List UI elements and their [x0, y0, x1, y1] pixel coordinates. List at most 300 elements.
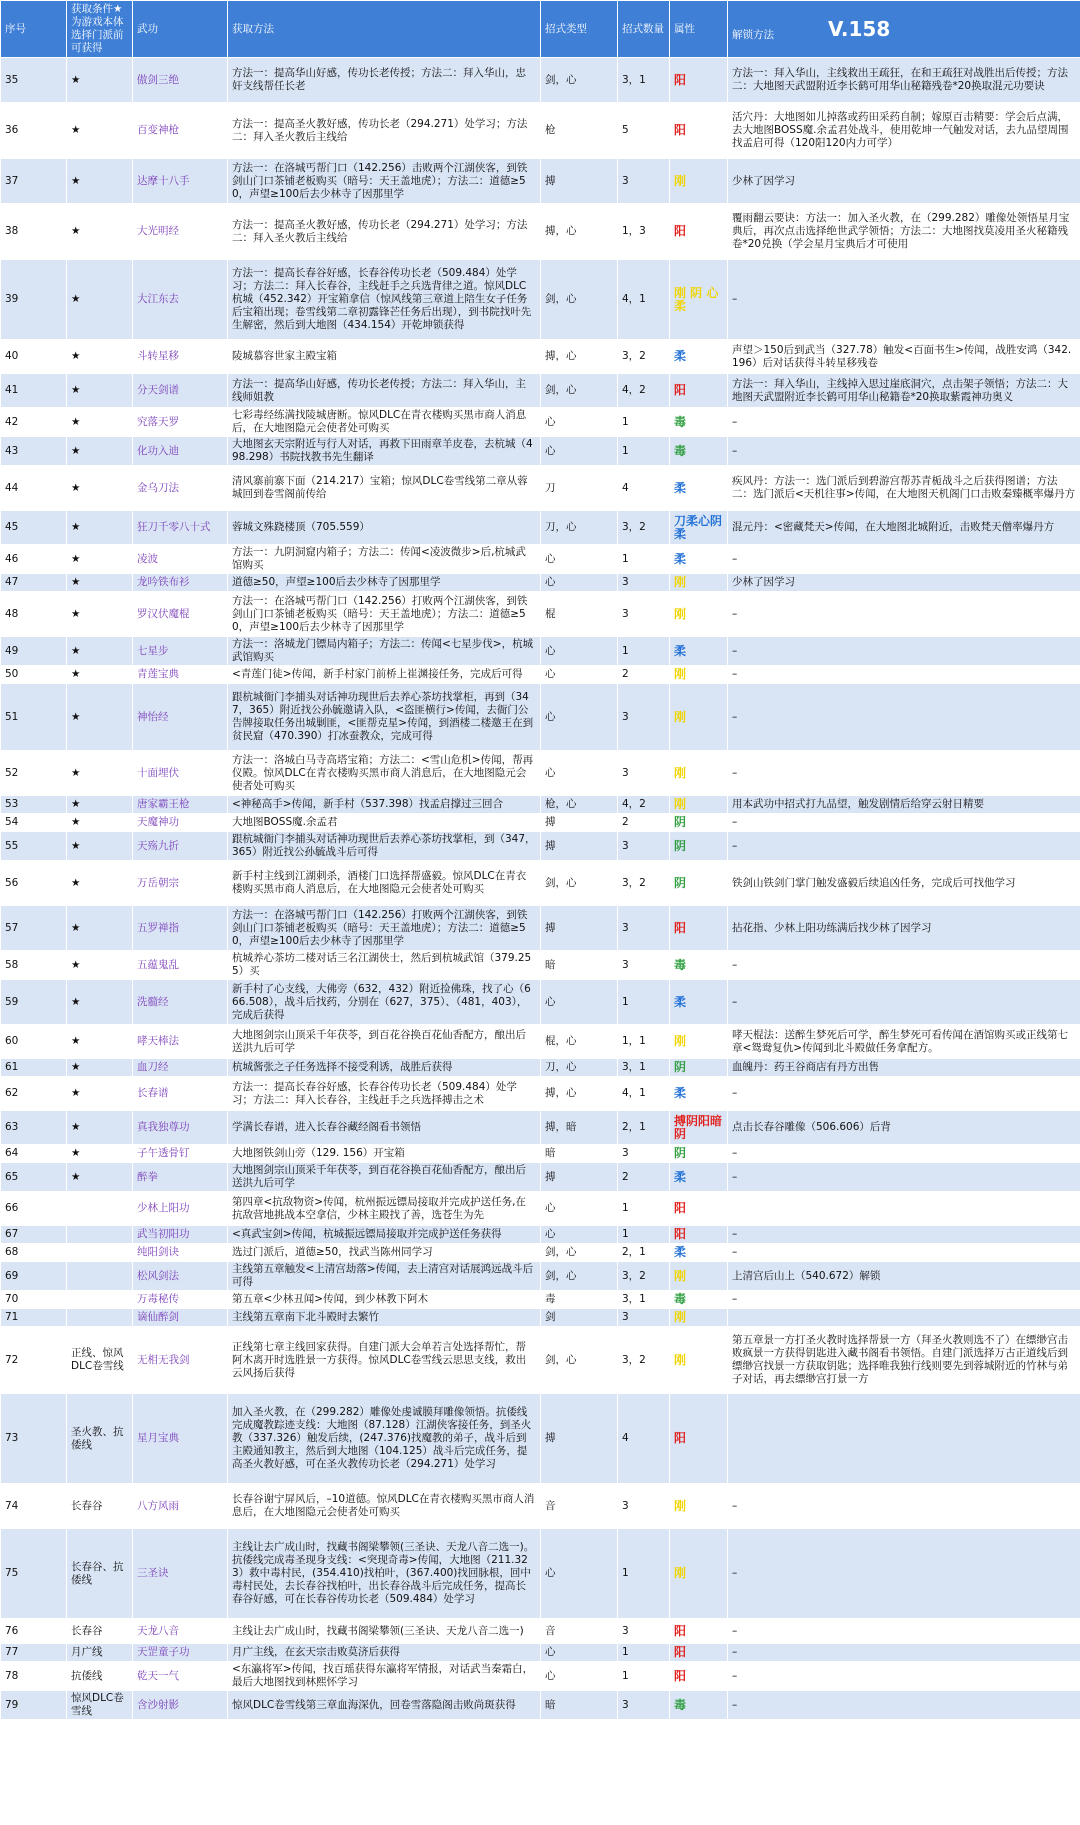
cell-count: 1: [618, 1192, 670, 1226]
version-label: V.158: [828, 16, 891, 41]
cell-type: 剑，心: [541, 260, 618, 340]
cell-count: 2: [618, 666, 670, 684]
cell-unlock: –: [728, 1529, 1080, 1619]
cell-type: 搏，心: [541, 204, 618, 260]
cell-unlock: –: [728, 408, 1080, 437]
header-attr: 属性: [670, 1, 728, 58]
cell-cond: ★: [67, 906, 133, 951]
cell-name: 七星步: [133, 637, 228, 666]
cell-attr: 柔: [670, 340, 728, 374]
cell-idx: 73: [1, 1394, 67, 1484]
cell-idx: 59: [1, 980, 67, 1025]
cell-name: 青莲宝典: [133, 666, 228, 684]
cell-count: 4: [618, 1394, 670, 1484]
cell-unlock: –: [728, 1619, 1080, 1644]
cell-name: 武当初阳功: [133, 1226, 228, 1244]
cell-attr: 阴: [670, 1145, 728, 1163]
cell-method: 陵城慕容世家主殿宝箱: [228, 340, 541, 374]
cell-method: 方法一：提高圣火教好感，传功长老（294.271）处学习；方法二：拜入圣火教后主线给: [228, 103, 541, 159]
cell-cond: [67, 1262, 133, 1291]
cell-idx: 71: [1, 1309, 67, 1327]
cell-idx: 62: [1, 1077, 67, 1111]
cell-type: 搏: [541, 1394, 618, 1484]
cell-method: 惊风DLC卷雪线第三章血海深仇，回卷雪落隐阁击败尚斑获得: [228, 1691, 541, 1720]
cell-count: 3: [618, 751, 670, 796]
cell-cond: ★: [67, 511, 133, 545]
cell-idx: 38: [1, 204, 67, 260]
cell-cond: 惊风DLC卷雪线: [67, 1691, 133, 1720]
cell-unlock: 点击长春谷雕像（506.606）后背: [728, 1111, 1080, 1145]
cell-unlock: 覆雨翻云要诀：方法一：加入圣火教，在（299.282）雕像处领悟星月宝典后，再次点击选择绝世武学领悟；方法二：大地图找莫凌用圣火秘籍残卷*20兑换（学会星月宝典后才可使用: [728, 204, 1080, 260]
cell-count: 1，3: [618, 204, 670, 260]
cell-type: 音: [541, 1619, 618, 1644]
cell-name: 天魔神功: [133, 814, 228, 832]
cell-cond: [67, 1309, 133, 1327]
cell-idx: 79: [1, 1691, 67, 1720]
cell-count: 3: [618, 1484, 670, 1529]
cell-idx: 41: [1, 374, 67, 408]
cell-method: 方法一：洛城白马寺高塔宝箱；方法二：<雪山危机>传闻，帮再仪殿。惊风DLC在青衣楼购买黑市商人消息后，在大地图隐元会使者处可购买: [228, 751, 541, 796]
cell-idx: 35: [1, 58, 67, 103]
cell-cond: ★: [67, 1025, 133, 1059]
cell-count: 1: [618, 1529, 670, 1619]
cell-cond: ★: [67, 1077, 133, 1111]
cell-cond: ★: [67, 374, 133, 408]
table-row: [1, 637, 1080, 666]
cell-name: 三圣诀: [133, 1529, 228, 1619]
cell-name: 含沙射影: [133, 1691, 228, 1720]
cell-attr: 阳: [670, 103, 728, 159]
cell-attr: 毒: [670, 1691, 728, 1720]
cell-method: 第五章<少林丑闻>传闻，到少林教下阿木: [228, 1291, 541, 1309]
table-row: [1, 1484, 1080, 1529]
cell-type: 暗: [541, 1145, 618, 1163]
cell-cond: ★: [67, 1111, 133, 1145]
cell-attr: 阴: [670, 832, 728, 861]
cell-unlock: –: [728, 666, 1080, 684]
cell-attr: 刚: [670, 1262, 728, 1291]
cell-cond: ★: [67, 545, 133, 574]
cell-name: 斗转星移: [133, 340, 228, 374]
cell-type: 剑，心: [541, 58, 618, 103]
cell-method: 长春谷谢宁屏风后，–10道德。惊风DLC在青衣楼购买黑市商人消息后，在大地图隐元会使者处可购买: [228, 1484, 541, 1529]
table-row: [1, 1309, 1080, 1327]
cell-unlock: –: [728, 260, 1080, 340]
cell-method: <真武宝剑>传闻，杭城振远镖局接取并完成护送任务获得: [228, 1226, 541, 1244]
header-condition: 获取条件★为游戏本体选择门派前可获得: [67, 1, 133, 58]
cell-method: 大地图玄天宗附近与行人对话，再救下田雨章羊皮卷，去杭城（498.298）书院找教书先生翻译: [228, 437, 541, 466]
cell-method: 第四章<抗敌物资>传闻，杭州振远镖局接取并完成护送任务,在抗敌营地挑战本空拿信，少林主殿找了善，选苍生为先: [228, 1192, 541, 1226]
cell-type: 心: [541, 1662, 618, 1691]
cell-count: 1: [618, 1644, 670, 1662]
table-row: [1, 1327, 1080, 1394]
cell-method: 学满长春谱，进入长春谷藏经阁看书领悟: [228, 1111, 541, 1145]
cell-attr: 刚: [670, 751, 728, 796]
cell-name: 长春谱: [133, 1077, 228, 1111]
cell-name: 松风剑法: [133, 1262, 228, 1291]
cell-method: 主线第五章南下北斗殿时去繁竹: [228, 1309, 541, 1327]
table-row: [1, 1077, 1080, 1111]
cell-unlock: [728, 1394, 1080, 1484]
table-row: [1, 103, 1080, 159]
cell-idx: 49: [1, 637, 67, 666]
cell-attr: 刚: [670, 592, 728, 637]
cell-count: 3，1: [618, 58, 670, 103]
cell-count: 4，2: [618, 796, 670, 814]
cell-type: 心: [541, 408, 618, 437]
table-row: [1, 980, 1080, 1025]
cell-count: 3: [618, 951, 670, 980]
cell-type: 搏: [541, 814, 618, 832]
cell-method: 方法一：九阴洞窟内箱子；方法二：传闻<凌波微步>后,杭城武馆购买: [228, 545, 541, 574]
cell-cond: 圣火教、抗倭线: [67, 1394, 133, 1484]
cell-method: 大地图剑宗山顶采千年茯苓，到百花谷换百花仙香配方，酿出后送洪九后可学: [228, 1163, 541, 1192]
cell-count: 3: [618, 1691, 670, 1720]
cell-idx: 42: [1, 408, 67, 437]
cell-method: 杭城酱张之子任务选择不接受利诱，战胜后获得: [228, 1059, 541, 1077]
cell-attr: 刚: [670, 684, 728, 751]
cell-attr: 毒: [670, 437, 728, 466]
cell-count: 1，1: [618, 1025, 670, 1059]
cell-type: 心: [541, 1644, 618, 1662]
cell-method: 主线第五章触发<上清宫劫落>传闻，去上清宫对话展鸿远战斗后可得: [228, 1262, 541, 1291]
cell-count: 2，1: [618, 1244, 670, 1262]
cell-cond: ★: [67, 574, 133, 592]
cell-idx: 67: [1, 1226, 67, 1244]
cell-attr: 阳: [670, 204, 728, 260]
cell-count: 1: [618, 1662, 670, 1691]
cell-idx: 52: [1, 751, 67, 796]
cell-count: 4，1: [618, 1077, 670, 1111]
cell-idx: 68: [1, 1244, 67, 1262]
cell-unlock: –: [728, 814, 1080, 832]
cell-unlock: –: [728, 1163, 1080, 1192]
cell-type: 暗: [541, 951, 618, 980]
cell-type: 毒: [541, 1291, 618, 1309]
cell-method: 跟杭城衙门李捕头对话神功现世后去养心茶坊找掌柜，到（347，365）附近找公孙毓战斗后可得: [228, 832, 541, 861]
cell-count: 3，2: [618, 1262, 670, 1291]
table-row: [1, 204, 1080, 260]
table-row: [1, 951, 1080, 980]
cell-type: 剑，心: [541, 1262, 618, 1291]
cell-name: 达摩十八手: [133, 159, 228, 204]
cell-method: 新手村了心支线，大佛旁（632，432）附近捡佛珠，找了心（666.508），战斗后找药，分别在（627，375）、（481，403），完成后获得: [228, 980, 541, 1025]
cell-idx: 44: [1, 466, 67, 511]
cell-count: 5: [618, 103, 670, 159]
cell-method: 方法一：提高华山好感，传功长老传授；方法二：拜入华山，忠奸支线帮任长老: [228, 58, 541, 103]
header-count: 招式数量: [618, 1, 670, 58]
cell-attr: 柔: [670, 545, 728, 574]
cell-name: 乾天一气: [133, 1662, 228, 1691]
cell-idx: 43: [1, 437, 67, 466]
cell-type: 搏: [541, 906, 618, 951]
cell-name: 傲剑三绝: [133, 58, 228, 103]
cell-attr: 柔: [670, 1163, 728, 1192]
cell-cond: ★: [67, 637, 133, 666]
cell-type: 棍，心: [541, 1025, 618, 1059]
cell-cond: ★: [67, 1163, 133, 1192]
cell-method: 杭城养心茶坊二楼对话三名江湖侠士，然后到杭城武馆（379.255）买: [228, 951, 541, 980]
cell-name: 分天剑谱: [133, 374, 228, 408]
cell-cond: ★: [67, 340, 133, 374]
cell-name: 大光明经: [133, 204, 228, 260]
cell-attr: 刚 阴 心柔: [670, 260, 728, 340]
cell-attr: 刚: [670, 1327, 728, 1394]
cell-idx: 60: [1, 1025, 67, 1059]
cell-type: 心: [541, 684, 618, 751]
cell-attr: 阳: [670, 1662, 728, 1691]
cell-method: 方法一：提高华山好感，传功长老传授；方法二：拜入华山，主线师姐教: [228, 374, 541, 408]
table-row: [1, 511, 1080, 545]
cell-count: 1: [618, 1226, 670, 1244]
cell-cond: ★: [67, 666, 133, 684]
cell-unlock: –: [728, 545, 1080, 574]
cell-cond: [67, 1192, 133, 1226]
table-row: [1, 1192, 1080, 1226]
table-row: [1, 684, 1080, 751]
cell-method: <青莲门徒>传闻，新手村家门前桥上崔渊接任务，完成后可得: [228, 666, 541, 684]
cell-type: 棍: [541, 592, 618, 637]
header-idx: 序号: [1, 1, 67, 58]
cell-cond: ★: [67, 260, 133, 340]
table-row: [1, 906, 1080, 951]
cell-unlock: 用本武功中招式打九品望，触发剧情后给穿云射日精要: [728, 796, 1080, 814]
cell-idx: 47: [1, 574, 67, 592]
cell-cond: ★: [67, 832, 133, 861]
table-row: [1, 861, 1080, 906]
cell-count: 1: [618, 437, 670, 466]
cell-count: 1: [618, 980, 670, 1025]
cell-name: 哮天棒法: [133, 1025, 228, 1059]
table-row: [1, 751, 1080, 796]
cell-cond: ★: [67, 814, 133, 832]
cell-cond: ★: [67, 466, 133, 511]
cell-method: <东瀛将军>传闻，找百瑶获得东瀛将军情报，对话武当秦霜白，最后大地图找到林熙怀学习: [228, 1662, 541, 1691]
cell-attr: 阳: [670, 906, 728, 951]
cell-name: 八方风雨: [133, 1484, 228, 1529]
cell-count: 4，2: [618, 374, 670, 408]
cell-cond: 抗倭线: [67, 1662, 133, 1691]
cell-idx: 56: [1, 861, 67, 906]
cell-count: 3，2: [618, 340, 670, 374]
cell-attr: 刀柔心阴柔: [670, 511, 728, 545]
cell-unlock: –: [728, 1484, 1080, 1529]
cell-count: 1: [618, 637, 670, 666]
cell-unlock: 方法一：拜入华山，主线救出王疏狂，在和王疏狂对战胜出后传授；方法二：大地图天武盟附近李长鹤可用华山秘籍残卷*20换取混元功要诀: [728, 58, 1080, 103]
cell-method: 方法一：在洛城丐帮门口（142.256）打败两个江湖侠客，到铁剑山门口茶铺老板购买（暗号：天王盖地虎）；方法二：道德≥50，声望≥100后去少林寺了因那里学: [228, 592, 541, 637]
cell-type: 心: [541, 1226, 618, 1244]
cell-unlock: –: [728, 1662, 1080, 1691]
cell-unlock: 第五章景一方打圣火教时选择帮景一方（拜圣火教则选不了）在缥缈宫击败疯景一方获得钥匙进入藏书阁看书领悟。自建门派选择万古正道线后到缥缈宫找景一方获取钥匙；选择唯我独行线则要先到蓉城附近的竹林与弟子对话，再去缥缈宫打景一方: [728, 1327, 1080, 1394]
cell-idx: 72: [1, 1327, 67, 1394]
cell-type: 刀，心: [541, 511, 618, 545]
cell-attr: 刚: [670, 159, 728, 204]
cell-cond: ★: [67, 159, 133, 204]
cell-cond: ★: [67, 684, 133, 751]
cell-type: 剑，心: [541, 374, 618, 408]
cell-idx: 75: [1, 1529, 67, 1619]
cell-cond: ★: [67, 796, 133, 814]
cell-cond: [67, 1291, 133, 1309]
cell-count: 2，1: [618, 1111, 670, 1145]
cell-unlock: 血魄丹：药王谷商店有丹方出售: [728, 1059, 1080, 1077]
cell-unlock: –: [728, 751, 1080, 796]
cell-unlock: –: [728, 1244, 1080, 1262]
cell-name: 洗髓经: [133, 980, 228, 1025]
cell-attr: 柔: [670, 637, 728, 666]
cell-unlock: –: [728, 1226, 1080, 1244]
cell-method: 主线让去广成山时，找藏书阁梁攀领(三圣诀、天龙八音二选一)。抗倭线完成毒圣现身支线：<突现奇毒>传闻，大地图（211.323）救中毒村民，(354.410)找柏叶，(367.400)找回脉根，回中毒村民处，去长春谷找柏叶，出长春谷战斗后完成任务，提高长春谷好感，可在长春谷传功长老（509.484）处学习: [228, 1529, 541, 1619]
cell-method: 跟杭城衙门李捕头对话神功现世后去养心茶坊找掌柜，再到（347，365）附近找公孙毓邀请入队，<盗匪横行>传闻，去衙门公告牌接取任务出城剿匪，<匪帮克星>传闻，到酒楼二楼邀王在到贫民窟（470.390）打冰蚕教众，完成可得: [228, 684, 541, 751]
cell-idx: 64: [1, 1145, 67, 1163]
cell-idx: 78: [1, 1662, 67, 1691]
cell-name: 纯阳剑诀: [133, 1244, 228, 1262]
cell-unlock: –: [728, 980, 1080, 1025]
cell-unlock: 铁剑山铁剑门掌门触发盛毅后续追凶任务，完成后可找他学习: [728, 861, 1080, 906]
cell-method: 方法一：提高长春谷好感，长春谷传功长老（509.484）处学习；方法二：拜入长春谷，主线赶手之兵选择搏击之术: [228, 1077, 541, 1111]
cell-unlock: 少林了因学习: [728, 159, 1080, 204]
cell-count: 1: [618, 545, 670, 574]
cell-cond: 正线、惊风DLC卷雪线: [67, 1327, 133, 1394]
cell-idx: 66: [1, 1192, 67, 1226]
cell-name: 唐家霸王枪: [133, 796, 228, 814]
cell-name: 凌波: [133, 545, 228, 574]
table-row: [1, 1111, 1080, 1145]
cell-unlock: 少林了因学习: [728, 574, 1080, 592]
cell-count: 3: [618, 832, 670, 861]
cell-idx: 53: [1, 796, 67, 814]
cell-attr: 刚: [670, 574, 728, 592]
table-row: [1, 437, 1080, 466]
cell-attr: 阳: [670, 1619, 728, 1644]
cell-name: 星月宝典: [133, 1394, 228, 1484]
cell-cond: ★: [67, 204, 133, 260]
cell-unlock: [728, 1309, 1080, 1327]
cell-type: 剑，心: [541, 1327, 618, 1394]
cell-name: 究落天罗: [133, 408, 228, 437]
cell-name: 十面埋伏: [133, 751, 228, 796]
cell-attr: 阳: [670, 374, 728, 408]
cell-attr: 柔: [670, 1077, 728, 1111]
cell-attr: 柔: [670, 466, 728, 511]
cell-name: 五蕴鬼乱: [133, 951, 228, 980]
cell-idx: 61: [1, 1059, 67, 1077]
cell-name: 天罡童子功: [133, 1644, 228, 1662]
cell-idx: 63: [1, 1111, 67, 1145]
cell-attr: 刚: [670, 1484, 728, 1529]
cell-unlock: –: [728, 437, 1080, 466]
cell-method: 方法一：在洛城丐帮门口（142.256）击败两个江湖侠客，到铁剑山门口茶铺老板购买（暗号：天王盖地虎）；方法二：道德≥50，声望≥100后去少林寺了因那里学: [228, 159, 541, 204]
cell-idx: 77: [1, 1644, 67, 1662]
cell-type: 搏，暗: [541, 1111, 618, 1145]
table-row: [1, 58, 1080, 103]
cell-count: 1: [618, 408, 670, 437]
cell-idx: 51: [1, 684, 67, 751]
cell-attr: 毒: [670, 408, 728, 437]
cell-type: 搏: [541, 159, 618, 204]
cell-count: 3，1: [618, 1059, 670, 1077]
cell-type: 心: [541, 545, 618, 574]
table-row: [1, 1394, 1080, 1484]
cell-cond: [67, 1244, 133, 1262]
cell-method: 道德≥50，声望≥100后去少林寺了因那里学: [228, 574, 541, 592]
cell-method: 大地图铁剑山旁（129. 156）开宝箱: [228, 1145, 541, 1163]
table-row: [1, 1529, 1080, 1619]
table-row: [1, 814, 1080, 832]
cell-attr: 阳: [670, 1192, 728, 1226]
cell-idx: 46: [1, 545, 67, 574]
table-row: [1, 1291, 1080, 1309]
table-row: [1, 1644, 1080, 1662]
cell-unlock: 上清宫后山上（540.672）解锁: [728, 1262, 1080, 1291]
cell-unlock: 声望＞150后到武当（327.78）触发<百面书生>传闻，战胜安鸿（342.196）后对话获得斗转星移残卷: [728, 340, 1080, 374]
cell-cond: 月广线: [67, 1644, 133, 1662]
table-row: [1, 159, 1080, 204]
cell-cond: ★: [67, 592, 133, 637]
cell-type: 心: [541, 637, 618, 666]
cell-method: 七彩毒经练满找陵城唐断。惊风DLC在青衣楼购买黑市商人消息后，在大地图隐元会使者处可购买: [228, 408, 541, 437]
cell-name: 金乌刀法: [133, 466, 228, 511]
cell-count: 2: [618, 814, 670, 832]
cell-idx: 36: [1, 103, 67, 159]
cell-cond: ★: [67, 1059, 133, 1077]
cell-name: 子午透骨钉: [133, 1145, 228, 1163]
cell-type: 音: [541, 1484, 618, 1529]
cell-unlock: 混元丹：<密藏梵天>传闻，在大地图北城附近，击败梵天僧率爆丹方: [728, 511, 1080, 545]
cell-cond: ★: [67, 1145, 133, 1163]
cell-type: 暗: [541, 1691, 618, 1720]
cell-cond: ★: [67, 951, 133, 980]
cell-idx: 70: [1, 1291, 67, 1309]
cell-method: 新手村主线到江湖刺杀，酒楼门口选择帮盛毅。惊风DLC在青衣楼购买黑市商人消息后，在大地图隐元会使者处可购买: [228, 861, 541, 906]
cell-unlock: 活穴丹：大地图如儿掉落或药田采药自制；嫁原百击精要：学会后点满，去大地图BOSS魔.余孟君处战斗，使用乾坤一气触发对话，去九品望周围找孟启可得（120阳120内力可学）: [728, 103, 1080, 159]
table-row: [1, 1262, 1080, 1291]
cell-method: 方法一：提高长春谷好感，长春谷传功长老（509.484）处学习；方法二：拜入长春谷，主线赶手之兵选背律之道。惊风DLC杭城（452.342）开宝箱拿信（惊风线第三章道上陪生女子任务后宝箱出现；卷雪线第二章初露锋芒任务后出现），到书院找叶先生解密，然后到大地图（434.154）开乾坤锁获得: [228, 260, 541, 340]
cell-name: 谪仙醉剑: [133, 1309, 228, 1327]
table-row: [1, 1025, 1080, 1059]
cell-method: 方法一：洛城龙门镖局内箱子；方法二：传闻<七星步伐>，杭城武馆购买: [228, 637, 541, 666]
cell-unlock: –: [728, 951, 1080, 980]
cell-name: 天殇九折: [133, 832, 228, 861]
cell-idx: 58: [1, 951, 67, 980]
cell-name: 少林上阳功: [133, 1192, 228, 1226]
cell-type: 刀: [541, 466, 618, 511]
cell-unlock: 哮天棍法：送醉生梦死后可学，醉生梦死可看传闻在酒馆购买或正线第七章<鸳鸯复仇>传闻到北斗殿做任务拿配方。: [728, 1025, 1080, 1059]
cell-count: 3: [618, 906, 670, 951]
cell-idx: 39: [1, 260, 67, 340]
cell-method: 大地图剑宗山顶采千年茯苓，到百花谷换百花仙香配方，酿出后送洪九后可学: [228, 1025, 541, 1059]
cell-method: 方法一：在洛城丐帮门口（142.256）打败两个江湖侠客，到铁剑山门口茶铺老板购买（暗号：天王盖地虎）；方法二：道德≥50，声望≥100后去少林寺了因那里学: [228, 906, 541, 951]
cell-count: 3，2: [618, 861, 670, 906]
cell-name: 醉拳: [133, 1163, 228, 1192]
header-row: [1, 1, 1080, 58]
cell-attr: 柔: [670, 980, 728, 1025]
cell-type: 剑，心: [541, 1244, 618, 1262]
cell-attr: 刚: [670, 666, 728, 684]
table-row: [1, 1163, 1080, 1192]
cell-unlock: –: [728, 1291, 1080, 1309]
cell-attr: 刚: [670, 1309, 728, 1327]
cell-cond: 长春谷、抗倭线: [67, 1529, 133, 1619]
cell-idx: 76: [1, 1619, 67, 1644]
cell-cond: ★: [67, 408, 133, 437]
header-name: 武功: [133, 1, 228, 58]
cell-count: 3，2: [618, 511, 670, 545]
cell-cond: 长春谷: [67, 1484, 133, 1529]
cell-type: 心: [541, 1192, 618, 1226]
cell-attr: 阴: [670, 861, 728, 906]
cell-unlock: 方法一：拜入华山，主线掉入思过崖底洞穴，点击架子领悟；方法二：大地图天武盟附近李长鹤可用华山秘籍卷*20换取紫霞神功奥义: [728, 374, 1080, 408]
